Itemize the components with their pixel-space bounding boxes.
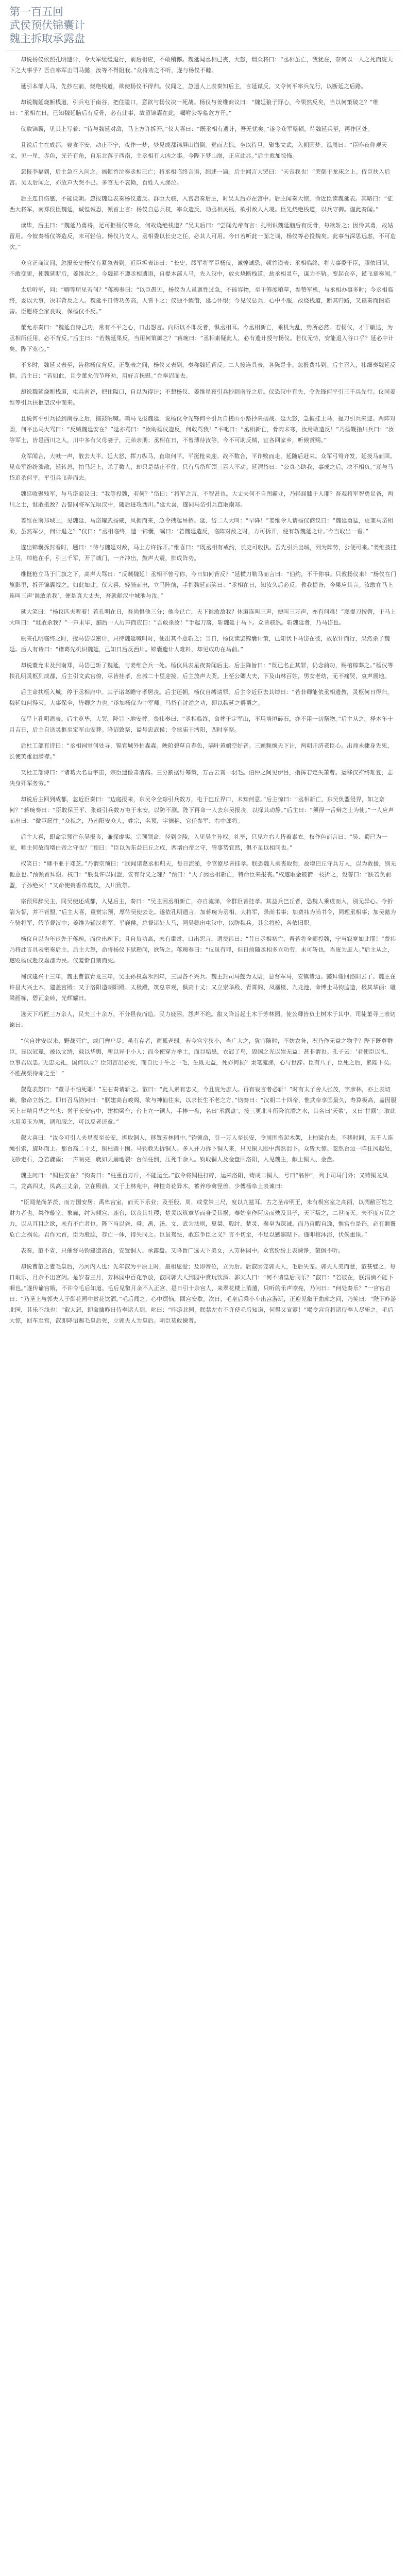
- paragraph: “伏自建安以来，野战死亡，或门殚户尽；虽有存者，遗孤老弱。若今宫室狭小，当广大之，犹宜随时，不妨农务，况乃作无益之物乎？陛下既尊群臣，显以冠冕，被以文绣，载以华舆，所以异于小人；而今使穿方举土，面目垢黑，衣冠了鸟，毁国之光以崇无益：甚非谓也。孔子云：‘君使臣以礼，臣事君以忠。’无忠无礼，国何以立？臣知言出必死，而自比于牛之一毛，生既无益，死亦何损？秉笔流涕，心与世辞。臣有八子，臣死之后，累陛下矣。不胜战栗待命之至！”: [9, 1038, 395, 1077]
- paragraph: 杨仪自以为年宦先于蒋琬，而位出琬下；且自负功高，未有重赏，口出怨言，谓费祎曰：“昔日丞相初亡，吾若将全师投魏，宁当寂寞如此耶！”费祎乃将此言具表密奏后主。后主大怒，命将杨仪下狱勘问，欲斩之。蒋琬奏曰：“仪虽有罪，但日前随丞相多立功劳，未可斩也，当废为庶人。”后主从之，遂贬杨仪赴汉嘉郡为民。仪羞惭自刎而死。: [9, 936, 396, 964]
- paragraph: 选天下巧匠三万余人，民夫三十余万，不分昼夜而造。民力疲困，怨声不绝。叡又降旨起土木于芳林园，使公卿皆负土树木于其中。司徒董寻上表切谏曰：: [9, 1011, 396, 1028]
- paragraph: 却说魏延烧断栈道，屯兵南谷，把住隘口，自以为得计；不想杨仪、姜维星夜引兵抄到南谷之后。仪恐汉中有失，令先锋何平引三千兵先行。仪同姜维等引兵扶柩望汉中而来。: [9, 388, 396, 406]
- paragraph: 又杜工部诗曰：“诸葛大名垂宇宙，宗臣遗像肃清高。三分割据纡筹策，万古云霄一羽毛。伯仲之间见伊吕，指挥若定失萧曹。运移汉祚终难复，志决身歼军务劳。”: [9, 769, 393, 787]
- paragraph: 读毕，后主曰：“魏延乃勇将，足可拒杨仪等众，何故烧绝栈道？”吴太后曰：“尝闻先帝有言：孔明识魏延脑后有反骨，每欲斩之；因怜其勇，故姑留用。今彼奏杨仪等造反，未可轻信。杨仪乃文人，丞相委以长史之任，必其人可用。今日若听此一面之词，杨仪等必投魏矣。此事当深思远虑，不可造次。”: [9, 222, 396, 250]
- paragraph: 后主连日伤感，不能设朝。忽报魏延表奏杨仪造反。群臣大骇，入宫启奏后主，时吴太后亦在宫中。后主闻奏大惊，命近臣读魏延表。其略曰：“征西大将军、南郑侯臣魏延，诚惶诚恐，顿首上言：杨仪自总兵权，率众造反，劫丞相灵柩，欲引敌人入境。臣先烧绝栈道，以兵守御。谨此奏闻。”: [9, 195, 393, 213]
- chapter-title-line-1: 武侯预伏锦囊计: [9, 19, 85, 31]
- paragraph: 且说后主在成都，寝食不安，动止不宁，夜作一梦，梦见成都锦屏山崩倒。觉而大惊，坐以待旦，聚集文武，入朝圆梦。谯周曰：“臣昨夜仰观天文，见一星，赤色，光芒有角，自东北落于西南，主丞相有大凶之事。今陛下梦山崩，正应此兆。”后主愈加惊怖。: [9, 142, 387, 159]
- paragraph: 魏延收聚残军，与马岱商议曰：“我等投魏，若何？”岱曰：“将军之言，不智甚也。大丈夫何不自图霸业，乃轻屈膝于人耶？吾观将军智勇足备，两川之士，谁敢抵敌？吾誓同将军先取汉中，随后进攻西川。”延大喜，遂同马岱引兵直取南郑。: [9, 490, 394, 508]
- paragraph: 宗预拜辞吴主，同吴使还成都，入见后主，奏曰：“吴主因丞相新亡，亦自流涕，令群臣皆挂孝。其益兵巴丘者，恐魏人乘虚而入，别无异心。今折箭为誓，并不背盟。”后主大喜，重赏宗预，厚待吴使去讫。遂依孔明遗言，加蒋琬为丞相、大将军，录尚书事；加费祎为尚书令，同理丞相事；加吴懿为车骑将军，假节督汉中；姜维为辅汉将军、平襄侯，总督诸处人马，同吴懿出屯汉中，以防魏兵。其余将校，各依旧职。: [9, 898, 396, 926]
- paragraph: 魏主问曰：“铜柱安在？”钧奏曰：“柱重百万斤，不能运至。”叡令将铜柱打碎，运来洛阳，铸成二铜人，号曰“翁仲”，列于司马门外；又铸铜龙凤二，龙高四丈，凤高三丈余，立在殿前。又于上林苑中，种植奇花异木，蓄养珍禽怪兽。少傅杨阜上表谏曰：: [9, 1172, 388, 1190]
- paragraph: 后杜工部有诗曰：“丞相祠堂何处寻，锦官城外柏森森。映阶碧草自春色，隔叶黄鹂空好音。三顾频烦天下计，两朝开济老臣心。出师未捷身先死，长使英雄泪满襟。”: [9, 742, 393, 760]
- paragraph: 原来孔明临终之时，授马岱以密计，只待魏延喊叫时，便出其不意斩之；当日，杨仪读罢锦囊计策，已知伏下马岱在彼，故依计而行，果然杀了魏延。后人有诗曰：“诸葛先机识魏延，已知日后反西川。锦囊遗计人难料，却见成功在马前。”: [9, 635, 390, 653]
- paragraph: 却说后主回到成都，忽近臣奏曰：“边庭报来，东吴令全琮引兵数万，屯于巴丘界口，未知何意。”后主惊曰：“丞相新亡，东吴负盟侵界，如之奈何？”蒋琬奏曰：“臣敢保王平、张嶷引兵数万屯于永安，以防不测。陛下再命一人去东吴报丧，以探其动静。”后主曰：“须得一舌辩之士为使。”一人应声而出曰：“微臣愿往。”众视之，乃南阳安众人，姓宗，名预，字德艳，官任参军、右中郎将。: [9, 796, 394, 824]
- paragraph: 忽报李福到，后主急召入问之。福顿首泣奏丞相已亡；将丞相临终言语，细述一遍。后主闻言大哭曰：“天丧我也！”哭倒于龙床之上。侍臣扶入后宫。吴太后闻之，亦放声大哭不已。多官无不哀恸，百姓人人涕泣。: [9, 168, 391, 186]
- paragraph: 叡览表怒曰：“董寻不怕死耶！”左右奏请斩之。叡曰：“此人素有忠义，今且废为庶人。再有妄言者必斩！”时有太子舍人张茂，字彦林，亦上表切谏，叡命立斩之。即日召马钧问曰：“朕建高台峻阁，欲与神仙往来，以求长生不老之方。”钧奏曰：“汉朝二十四帝，惟武帝享国最久，寿算极高，盖因服天上日精月华之气也：尝于长安宫中，建柏梁台；台上立一铜人，手捧一盘，名曰‘承露盘’，接三更北斗所降沆瀣之水，其名曰‘天浆’，又曰‘甘露’。取此水用美玉为屑，调和服之，可以反老还童。”: [9, 1086, 397, 1125]
- paragraph: 遂出锦囊拆封看时，题曰：“待与魏延对敌，马上方许拆开。”维喜曰：“既丞相有戒约，长史可收执。吾先引兵出城，列为阵势，公便可来。”姜维披挂上马，绰枪在手，引三千军，开了城门，一齐冲出，鼓声大震，排成阵势。: [9, 544, 397, 562]
- paragraph: 表奏，叡不省，只催督马钧建造高台，安置铜人、承露盘。又降旨广选天下美女，入芳林园中。众官纷纷上表谏诤，叡俱不听。: [21, 1247, 344, 1254]
- chapter-content: [6, 54, 401, 1326]
- chapter-number: 第一百五回: [9, 6, 63, 18]
- paragraph: 太后听毕，问：“卿等所见若何？”蒋琬奏曰：“以臣愚见，杨仪为人虽禀性过急，不能容物，至于筹度粮草，参赞军机，与丞相办事多时；今丞相临终，委以大事，决非背反之人。魏延平日恃功务高，人皆下之；仪独不假借，延心怀恨；今见仪总兵，心中不服，故烧栈道，断其归路，又诬奏而图陷害。臣愿将全家良贱，保杨仪不反。”: [9, 286, 394, 315]
- paragraph: 却说魏延烧断栈道，引兵屯于南谷，把住隘口，意欲与杨仪决一死战。杨仪与姜维商议曰：“魏延狼子野心，今果然反矣，当以何策破之？”维曰：“丞相在日，已知魏延脑后有反骨，必有此事，故留锦囊在此，嘱咐公等临危方开。”: [9, 99, 379, 116]
- paragraph: 不多时，魏延又表至，告称杨仪背反。正览表之间，杨仪又表到，奏称魏延背反。二人接连具表，各陈是非。忽报费祎到。后主召入，祎细奏魏延反情。后主曰：“若如此，且令董允假节释劝，用好言抚慰。”允奉诏而去。: [9, 362, 396, 379]
- header-divider: [6, 50, 401, 51]
- paragraph: 却说杨仪依照孔明遗计，令大军缓缓退行，前后相应，不敢稍懈。魏延闻丞相已丧，大怒，谓众将曰：“丞相虽亡，我犹在，奈何以一人之死而废天下之大事乎？吾自率军击司马懿，汝等不得阻我。”众将劝之不听，遂与杨仪不睦。: [9, 56, 393, 74]
- paragraph: 姜维在南郑城上，见魏延、马岱耀武扬威，风拥而来，急令拽起吊桥。延、岱二人大叫：“早降！”姜维令人请杨仪商议曰：“魏延勇猛，更兼马岱相助，虽然军少，何计退之？”仪曰：“丞相临终，遗一锦囊，嘱曰：‘若魏延造反，临阵对敌之时，方可拆开，便有斩魏延之计。’今当取出一看。”: [9, 517, 394, 535]
- paragraph: 却说董允未及到南郑，马岱已斩了魏延，与姜维合兵一处。杨仪具表星夜奏闻后主。后主降旨曰：“既已名正其罪，仍念前功，赐棺椁葬之。”杨仪等扶孔明灵柩到成都，后主引文武官僚，尽皆挂孝，出城二十里迎接。后主放声大哭。上至公卿大夫，下及山林百姓，男女老幼，无不痛哭，哀声震地。: [9, 662, 394, 680]
- paragraph: “臣闻尧尚茅茨，而万国安居；禹卑宫室，而天下乐业；及至殷、周，或堂崇三尺，度以九筵耳。古之圣帝明王，未有极宫室之高丽，以凋敝百姓之财力者也。桀作璇室、象廊，纣为倾宫、鹿台，以丧其社稷；楚灵以筑章华而身受其祸；秦始皇作阿房而殃及其子，天下叛之，二世而灭。夫不度万民之力，以从耳目之欲，未有不亡者也。陛下当以尧、舜、禹、汤、文、武为法则，夏桀、殷纣、楚灵、秦皇为深诫。而乃自暇自逸，惟宫台是饰，必有颠覆危亡之祸矣。君作元首，臣为股肱，存亡一体，得失同之。臣虽驽怯，敢忘争臣之义？言不切至，不足以感寤陛下。谨叩棺沐浴，伏俟重诛。”: [9, 1199, 396, 1238]
- paragraph: 仪呈上孔明遗表。后主览毕，大哭。降旨卜地安葬。费祎奏曰：“丞相临终，命葬于定军山，不用墙垣砖石，亦不用一切祭物。”后主从之。择本年十月吉日，后主自送灵柩至定军山安葬。降诏致祭，谥号忠武侯；令建庙于沔阳，四时享祭。: [9, 716, 394, 733]
- paragraph: 维挺枪立马于门旗之下，高声大骂曰：“反贼魏延！丞相不曾亏你，今日如何背反？”延横刀勒马而言曰：“伯约，不干你事。只教杨仪来！”杨仪在门旗影里，拆开锦囊视之，如此如此。仪大喜，轻骑而出，立马阵前，手指魏延而笑曰：“丞相在日，知汝久后必反，教我提备，今果应其言。汝敢在马上连叫三声‘谁敢杀我’，便是真大丈夫，吾就献汉中城池与汝。”: [9, 571, 397, 599]
- paragraph: 蜀汉建兴十三年，魏主曹叡青龙三年，吴主孙权嘉禾四年，三国各不兴兵。魏主封司马懿为太尉，总督军马，安镇诸边。懿拜谢回洛阳去了。魏主在许昌大兴土木，建盖宫殿；又于洛阳造朝阳殿、太极殿，筑总章观，俱高十丈；又立崇华殿、青霄阁、凤凰楼、九龙池，命博士马钧监造，极其华丽：雕梁画栋，碧瓦金砖，光辉耀日。: [9, 973, 396, 1002]
- paragraph: 众军闻言，大喊一声，散去大半。延大怒，挥刀纵马，直取何平。平挺枪来迎。战不数合，平诈败而走，延随后赶来。众军弓弩齐发，延拨马而回。见众军纷纷溃散，延转怒，拍马赶上，杀了数人，却只是禁止不住；只有马岱所领三百人不动。延谓岱曰：“公真心助我，事成之后，决不相负。”遂与马岱追杀何平。平引兵飞奔而去。: [9, 453, 396, 481]
- paragraph: 延引本部人马，先抄在前，烧绝栈道，欲使杨仪不得归。仪闻之，急遣人上表奏知后主，言延谋反，又令何平率兵先行，以断延之后路。: [21, 83, 367, 90]
- paragraph: 众官正商议间，忽报长史杨仪有紧急表到。近臣拆表读曰：“长史、绥军将军臣杨仪，诚惶诚恐，顿首谨表：丞相临终，将大事委于臣，照依旧制，不敢变更，使魏延断后，姜维次之。今魏延不遵丞相遗语，自提本部人马，先入汉中，放火烧断栈道，劫丞相灵车，谋为不轨。变起仓卒，谨飞章奏闻。”: [9, 260, 396, 277]
- paragraph: 却说曹叡之妻毛皇后，乃河内人也：先年叡为平原王时，最相恩爱；及即帝位，立为后。后叡因宠郭夫人，毛后失宠。郭夫人美而慧，叡甚嬖之，每日取乐，月余不出宫闼。是岁春三月，芳林园中百花争放，叡同郭夫人到园中赏玩饮酒。郭夫人曰：“何不请皇后同乐？”叡曰：“若彼在，朕涓滴不能下咽也。”遂传谕宫娥，不许令毛后知道。毛后见叡月余不入正宫，是日引十余宫人，来翠花楼上消遣，只听的乐声嘹亮，乃问曰：“何处奏乐？”一宫官启曰：“乃圣上与郭夫人于御花园中赏花饮酒。”毛后闻之，心中烦恼，回宫安歇。次日，毛皇后乘小车出宫游玩，正迎见叡于曲廊之间，乃笑曰：“陛下昨游北园，其乐不浅也！”叡大怒，即命擒昨日侍奉诸人到，叱曰：“昨游北园，朕禁左右不许使毛后知道，何得又宣露！”喝令宫官将诸侍奉人尽斩之。毛后大惊，回车至宫，叡即降诏赐毛皇后死，立郭夫人为皇后。朝臣莫敢谏者。: [9, 1263, 397, 1324]
- paragraph: 延大笑曰：“杨仪匹夫听着！若孔明在日，吾尚惧他三分；他今已亡，天下谁敢敌我？休道连叫三声，便叫三万声，亦有何难！”遂提刀按辔，于马上大叫曰：“谁敢杀我？”一声未毕，脑后一人厉声而应曰：“吾敢杀汝！”手起刀落，斩魏延于马下。众皆骇然。斩魏延者，乃马岱也。: [9, 608, 396, 626]
- chapter-title-line-2: 魏主拆取承露盘: [9, 32, 85, 45]
- chapter-header: [6, 4, 401, 48]
- paragraph: 权笑曰：“卿不亚于邓芝。”乃谓宗预曰：“朕闻诸葛丞相归天，每日流涕，令官僚尽皆挂孝。朕恐魏人乘丧取蜀，故增巴丘守兵万人，以为救援，别无他意也。”预顿首拜谢。权曰：“朕既许以同盟，安有背义之理？”预曰：“天子因丞相新亡，特命臣来报丧。”权遂取金铍箭一枝折之，设誓曰：“朕若负前盟，子孙绝灭！”又命使赍香帛奠仪，入川致祭。: [9, 860, 396, 889]
- paragraph: 叡大喜曰：“汝今可引人夫星夜至长安，拆取铜人，移置芳林园中。”钧领命，引一万人至长安，令周围搭起木架，上柏梁台去。不移时间，五千人连绳引索，旋环而上。那台高二十丈，铜柱圆十围。马钧教先拆铜人。多人并力拆下铜人来，只见铜人眼中潸然泪下。众皆大惊。忽然台边一阵狂风起处，飞砂走石，急若骤雨；一声响亮，就如天崩地裂：台倾柱倒，压死千余人。钧取铜人及金盘回洛阳，入见魏主，献上铜人、金盘。: [9, 1134, 396, 1163]
- paragraph: 后主大喜，即命宗预往东吴报丧，兼探虚实。宗预领命，径到金陵，入见吴主孙权。礼毕，只见左右人皆着素衣。权作色而言曰：“吴、蜀已为一家，卿主何故而增白帝之守也？”预曰：“臣以为东益巴丘之戍，西增白帝之守，皆事势宜然，俱不足以相问也。”: [9, 834, 387, 851]
- paragraph: 董允亦奏曰：“魏延自恃己功，常有不平之心，口出怨言。向所以不即反者，惧丞相耳。今丞相新亡，乘机为乱，势所必然。若杨仪，才干敏达，为丞相所任用，必不背反。”后主曰：“若魏延果反，当用何策御之？”蒋琬曰：“丞相素疑此人，必有遗计授与杨仪。若仪无恃，安能退入谷口乎？延必中计矣。陛下宽心。”: [9, 324, 394, 352]
- paragraph: 且说何平引兵径到南谷之后，擂鼓呐喊。哨马飞报魏延，说杨仪令先锋何平引兵自槎山小路抄来搦战。延大怒，急披挂上马，提刀引兵来迎。两阵对圆，何平出马大骂曰：“反贼魏延安在？”延亦骂曰：“汝助杨仪造反，何敢骂我！”平叱曰：“丞相新亡，骨肉未寒，汝焉敢造反！”乃扬鞭指川兵曰：“汝等军士，皆是西川之人，川中多有父母妻子，兄弟亲朋；丞相在日，不曾薄待汝等，今不可助反贼，宜各回家乡，听候赏赐。”: [9, 415, 396, 444]
- paragraph: 后主命扶柩入城，停于丞相府中。其子诸葛瞻守孝居丧。后主还朝，杨仪自缚请罪。后主令近臣去其缚曰：“若非卿能依丞相遗教，灵柩何日得归，魏延如何得灭。大事保全，皆卿之力也。”遂加杨仪为中军师。马岱有讨逆之功，即以魏延之爵爵之。: [9, 689, 393, 706]
- paragraph: 仪取锦囊，见其上写着：“待与魏延对敌，马上方许拆开。”仪大喜曰：“既丞相有遗计，吾无忧矣。”遂令众军整顿，待魏延兵至，再作区处。: [21, 126, 374, 132]
